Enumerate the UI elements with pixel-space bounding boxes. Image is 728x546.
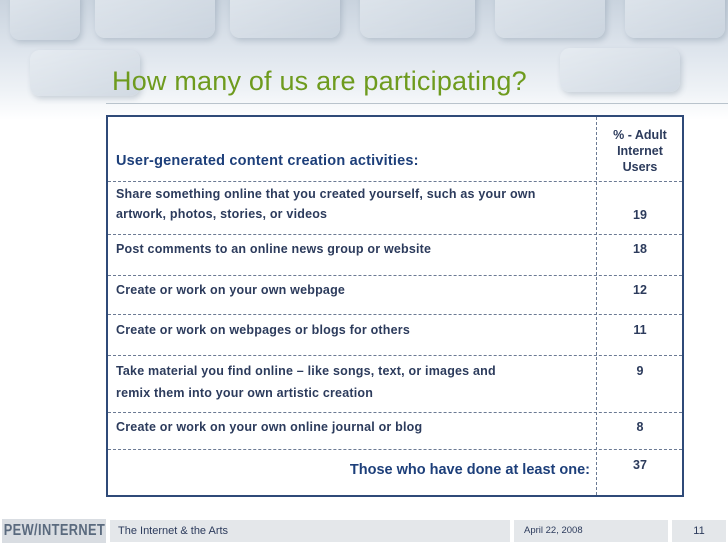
footer-page-bar [672, 520, 726, 542]
keyboard-key-decoration [95, 0, 215, 38]
keyboard-key-decoration [230, 0, 340, 38]
percent-value: 11 [633, 323, 647, 337]
activity-label: Create or work on your own online journal or blog [116, 420, 423, 434]
activity-line: Take material you find online – like songs, text, or images and [116, 364, 496, 378]
table-row [108, 235, 682, 276]
activity-line: Share something online that you created yourself, such as your own [116, 187, 536, 201]
table-row [108, 413, 682, 450]
percent-value: 18 [633, 242, 647, 256]
percent-value: 9 [636, 364, 644, 378]
summary-label: Those who have done at least one: [349, 462, 590, 478]
summary-row [108, 450, 682, 495]
presentation-title: The Internet & the Arts [118, 525, 229, 537]
page-number: 11 [693, 525, 705, 537]
footer-title-bar [110, 520, 510, 542]
percent-value: 8 [636, 420, 644, 434]
summary-value: 37 [633, 458, 647, 472]
activity-line: remix them into your own artistic creation [116, 386, 374, 400]
slide-footer [0, 516, 728, 546]
activity-label [116, 184, 536, 224]
title-divider [106, 103, 728, 104]
table-row [108, 276, 682, 315]
percent-value: 12 [633, 283, 647, 297]
table-row [108, 182, 682, 235]
keyboard-key-decoration [625, 0, 725, 38]
activities-table [106, 115, 684, 497]
percent-value: 19 [633, 208, 647, 222]
keyboard-key-decoration [10, 0, 80, 40]
keyboard-key-decoration [360, 0, 475, 38]
activity-label: Create or work on your own webpage [116, 283, 346, 297]
activity-line: artwork, photos, stories, or videos [116, 207, 328, 221]
footer-date-bar [514, 520, 668, 542]
header-activities-label: User-generated content creation activities: [116, 153, 419, 169]
pew-internet-logo [2, 519, 106, 543]
activity-label [116, 360, 496, 404]
header-percent-label: % - Adult Internet Users [613, 128, 667, 174]
table-row [108, 315, 682, 356]
keyboard-key-decoration [495, 0, 605, 38]
table-row [108, 356, 682, 413]
activity-label: Post comments to an online news group or website [116, 242, 432, 256]
keyboard-key-decoration [560, 48, 680, 92]
presentation-date: April 22, 2008 [524, 525, 583, 536]
table-header-row [108, 117, 682, 182]
activity-label: Create or work on webpages or blogs for others [116, 323, 410, 337]
keyboard-background [0, 0, 728, 120]
slide-title: How many of us are participating? [112, 66, 527, 96]
logo-text: PEW/INTERNET [3, 522, 105, 539]
